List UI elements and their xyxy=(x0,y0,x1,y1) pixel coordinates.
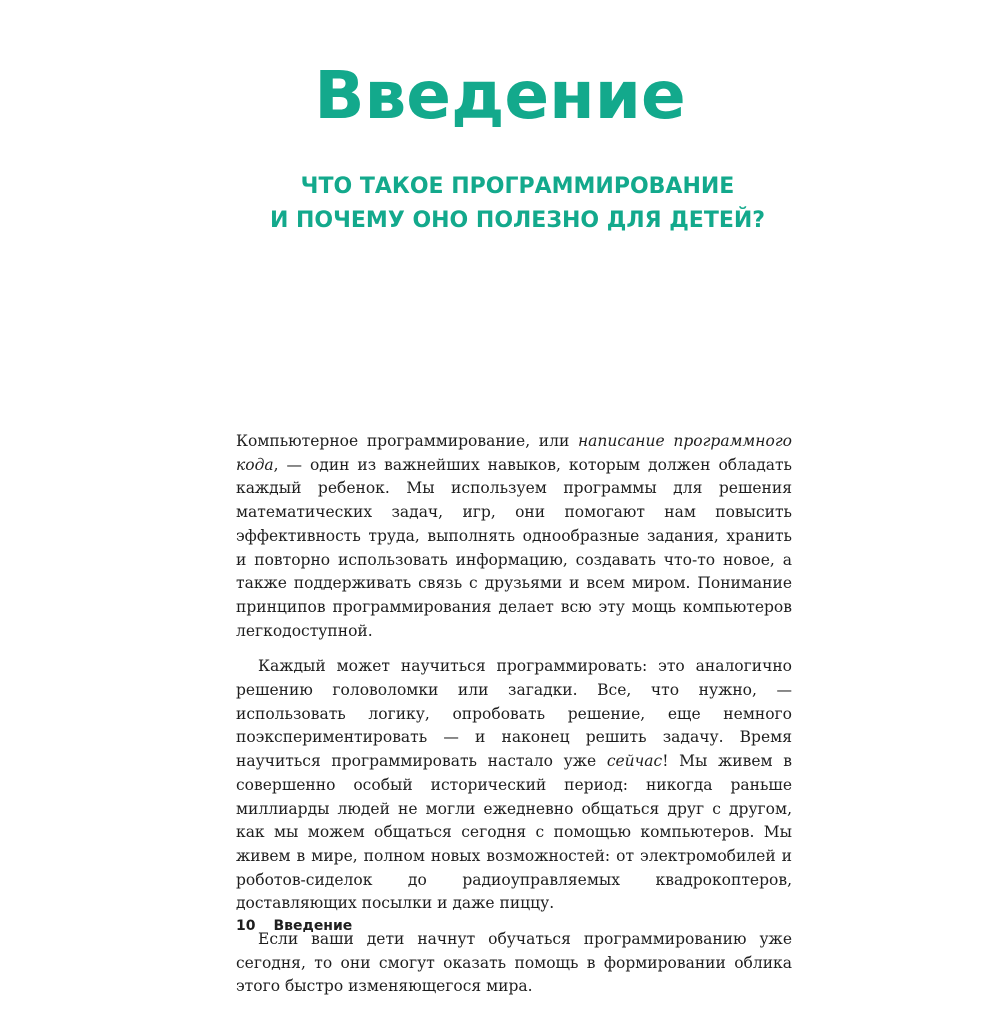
subtitle-line-1: ЧТО ТАКОЕ ПРОГРАММИРОВАНИЕ xyxy=(300,174,735,199)
paragraph-2 xyxy=(236,655,792,916)
running-head: Введение xyxy=(273,918,353,934)
paragraph-1-text-b: , — один из важнейших навыков, которым должен обладать каждый ребенок. Мы используем программы для решения математических задач, игр, они помогают нам повысить эффективность труда, выполнять однообразные задания, хранить и повторно использовать информацию, создавать что-то новое, а также поддерживать связь с друзьями и всем миром. Понимание принципов программирования делает всю эту мощь компьютеров легкодоступной. xyxy=(236,455,792,640)
paragraph-2-text-a: Каждый может научиться программировать: это аналогично решению головоломки или загадки. Все, что нужно, — использовать логику, опробовать решение, еще немного поэкспериментировать — и наконец решить задачу. Время научиться программировать настало уже xyxy=(236,657,792,771)
paragraph-1-text-a: Компьютерное программирование, или xyxy=(236,432,578,450)
paragraph-2-emphasis: сейчас xyxy=(606,752,663,771)
page-footer xyxy=(236,918,352,934)
page-number: 10 xyxy=(236,918,256,934)
paragraph-1-emphasis: написание программного кода xyxy=(236,432,792,474)
paragraph-3: Если ваши дети начнут обучаться программированию уже сегодня, то они смогут оказать помощь в формировании облика этого быстро изменяющегося мира. xyxy=(236,930,792,996)
chapter-title: Введение xyxy=(314,57,686,134)
chapter-subtitle xyxy=(0,170,1000,238)
paragraph-1 xyxy=(236,430,792,643)
subtitle-line-2: И ПОЧЕМУ ОНО ПОЛЕЗНО ДЛЯ ДЕТЕЙ? xyxy=(269,208,766,233)
paragraph-2-text-b: ! Мы живем в совершенно особый исторический период: никогда раньше миллиарды людей не могли ежедневно общаться друг с другом, как мы можем общаться сегодня с помощью компьютеров. Мы живем в мире, полном новых возможностей: от электромобилей и роботов-сиделок до радиоуправляемых квадрокоптеров, доставляющих посылки и даже пиццу. xyxy=(236,752,792,913)
